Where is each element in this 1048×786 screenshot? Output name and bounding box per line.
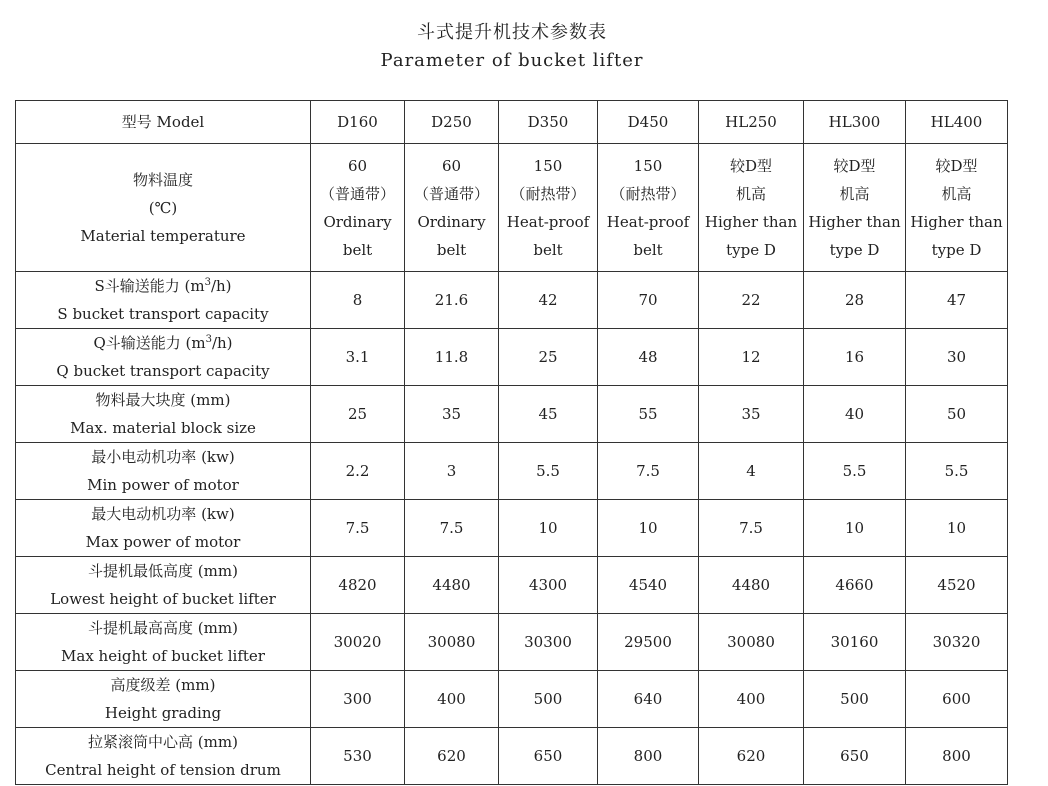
cell-line: belt — [436, 240, 467, 259]
table-cell: 300 — [311, 671, 405, 728]
parameter-table — [15, 100, 1008, 785]
temperature-cell — [906, 144, 1008, 272]
parameter-rows — [16, 272, 1008, 785]
label-english: Max height of bucket lifter — [61, 647, 265, 665]
label-chinese — [18, 614, 308, 642]
cell-line: （耐热带） — [610, 184, 686, 203]
table-title-english: Parameter of bucket lifter — [380, 50, 644, 71]
table-cell: 30080 — [405, 614, 499, 671]
table-cell: 530 — [311, 728, 405, 785]
table-cell: 800 — [598, 728, 699, 785]
label-chinese: 物料温度 — [132, 170, 193, 189]
label-chinese-unit: /h) — [211, 334, 233, 352]
table-cell: 40 — [804, 386, 906, 443]
model-header-cell: HL300 — [804, 101, 906, 144]
label-chinese-unit: /h) — [210, 277, 232, 295]
table-row — [16, 557, 1008, 614]
label-chinese-text: Q斗输送能力 (m — [93, 334, 206, 352]
table-cell: 50 — [906, 386, 1008, 443]
table-cell: 21.6 — [405, 272, 499, 329]
label-english: Max. material block size — [70, 419, 256, 437]
label-english: Height grading — [104, 704, 222, 722]
table-cell: 600 — [906, 671, 1008, 728]
label-english: Min power of motor — [87, 476, 239, 494]
header-row — [16, 101, 1008, 144]
table-cell: 11.8 — [405, 329, 499, 386]
cell-line: Ordinary — [417, 212, 486, 231]
label-chinese — [18, 671, 308, 699]
table-cell: 16 — [804, 329, 906, 386]
cell-line: 机高 — [839, 184, 870, 203]
model-header-cell: D350 — [499, 101, 598, 144]
row-label — [16, 500, 311, 557]
table-title-chinese: 斗式提升机技术参数表 — [417, 22, 607, 43]
table-cell: 48 — [598, 329, 699, 386]
row-label — [16, 443, 311, 500]
cell-line: 60 — [347, 156, 368, 175]
label-english: Material temperature — [80, 226, 246, 245]
cell-line: belt — [533, 240, 563, 259]
table-cell: 55 — [598, 386, 699, 443]
label-english: S bucket transport capacity — [57, 305, 269, 323]
label-chinese-text: S斗输送能力 (m — [94, 277, 205, 295]
model-header-cell: D250 — [405, 101, 499, 144]
table-cell: 400 — [699, 671, 804, 728]
table-cell: 650 — [499, 728, 598, 785]
cell-line: type D — [726, 240, 776, 259]
table-cell: 650 — [804, 728, 906, 785]
table-cell: 5.5 — [804, 443, 906, 500]
label-chinese-text: 拉紧滚筒中心高 (mm) — [88, 733, 238, 751]
cell-line: belt — [633, 240, 663, 259]
label-chinese — [18, 329, 308, 357]
table-cell: 620 — [405, 728, 499, 785]
cell-line: Higher than — [910, 212, 1003, 231]
cell-line: 150 — [633, 156, 663, 175]
cell-line: type D — [931, 240, 982, 259]
cell-line: 机高 — [735, 184, 766, 203]
model-header-cell: D450 — [598, 101, 699, 144]
cell-line: Higher than — [704, 212, 798, 231]
table-cell: 30020 — [311, 614, 405, 671]
table-cell: 4820 — [311, 557, 405, 614]
row-label — [16, 614, 311, 671]
label-chinese-text: 最小电动机功率 (kw) — [91, 448, 235, 466]
cell-line: Heat-proof — [606, 212, 690, 231]
label-chinese — [18, 500, 308, 528]
label-chinese — [18, 443, 308, 471]
cell-line: （耐热带） — [510, 184, 586, 203]
table-cell: 7.5 — [699, 500, 804, 557]
table-cell: 4480 — [405, 557, 499, 614]
temperature-cell — [311, 144, 405, 272]
label-english: Central height of tension drum — [45, 761, 281, 779]
table-row — [16, 272, 1008, 329]
table-cell: 8 — [311, 272, 405, 329]
model-header-cell: HL250 — [699, 101, 804, 144]
label-english: Lowest height of bucket lifter — [50, 590, 276, 608]
table-cell: 25 — [311, 386, 405, 443]
unit-superscript: 3 — [204, 277, 211, 288]
cell-line: Heat-proof — [506, 212, 590, 231]
cell-line: 机高 — [941, 184, 972, 203]
table-cell: 400 — [405, 671, 499, 728]
table-cell: 29500 — [598, 614, 699, 671]
cell-line: 60 — [441, 156, 462, 175]
temperature-cell — [699, 144, 804, 272]
label-chinese-text: 高度级差 (mm) — [110, 676, 216, 694]
table-cell: 25 — [499, 329, 598, 386]
table-cell: 4520 — [906, 557, 1008, 614]
table-row — [16, 500, 1008, 557]
table-row — [16, 614, 1008, 671]
label-english: Q bucket transport capacity — [56, 362, 270, 380]
unit-superscript: 3 — [205, 334, 212, 345]
row-label — [16, 329, 311, 386]
table-cell: 22 — [699, 272, 804, 329]
table-cell: 3 — [405, 443, 499, 500]
label-chinese — [18, 272, 308, 300]
table-cell: 47 — [906, 272, 1008, 329]
table-cell: 10 — [906, 500, 1008, 557]
label-chinese — [18, 728, 308, 756]
table-row — [16, 329, 1008, 386]
cell-line: belt — [342, 240, 373, 259]
cell-line: type D — [829, 240, 880, 259]
temperature-cell — [804, 144, 906, 272]
label-unit: (℃) — [148, 198, 178, 217]
cell-line: 较D型 — [935, 156, 978, 175]
table-cell: 30080 — [699, 614, 804, 671]
table-cell: 70 — [598, 272, 699, 329]
model-header-cell: HL400 — [906, 101, 1008, 144]
label-chinese-text: 斗提机最低高度 (mm) — [88, 562, 238, 580]
cell-line: 150 — [533, 156, 563, 175]
cell-line: 较D型 — [833, 156, 876, 175]
table-cell: 30 — [906, 329, 1008, 386]
table-cell: 28 — [804, 272, 906, 329]
table-row — [16, 728, 1008, 785]
table-cell: 5.5 — [906, 443, 1008, 500]
table-cell: 7.5 — [405, 500, 499, 557]
table-cell: 2.2 — [311, 443, 405, 500]
cell-line: 较D型 — [729, 156, 773, 175]
table-cell: 35 — [405, 386, 499, 443]
cell-line: （普通带） — [319, 184, 395, 203]
table-row — [16, 386, 1008, 443]
table-cell: 45 — [499, 386, 598, 443]
table-cell: 35 — [699, 386, 804, 443]
table-cell: 4480 — [699, 557, 804, 614]
table-cell: 4660 — [804, 557, 906, 614]
table-cell: 10 — [804, 500, 906, 557]
table-cell: 30160 — [804, 614, 906, 671]
table-cell: 500 — [499, 671, 598, 728]
temperature-cell — [499, 144, 598, 272]
table-cell: 7.5 — [598, 443, 699, 500]
label-chinese — [18, 386, 308, 414]
material-temperature-row — [16, 144, 1008, 272]
table-cell: 800 — [906, 728, 1008, 785]
table-cell: 10 — [598, 500, 699, 557]
row-label — [16, 557, 311, 614]
table-cell: 500 — [804, 671, 906, 728]
row-label — [16, 671, 311, 728]
table-row — [16, 443, 1008, 500]
temperature-cell — [405, 144, 499, 272]
table-cell: 30300 — [499, 614, 598, 671]
cell-line: Higher than — [808, 212, 901, 231]
label-chinese-text: 物料最大块度 (mm) — [95, 391, 231, 409]
row-label — [16, 272, 311, 329]
label-chinese — [18, 557, 308, 585]
table-cell: 640 — [598, 671, 699, 728]
table-cell: 30320 — [906, 614, 1008, 671]
table-cell: 4300 — [499, 557, 598, 614]
model-header-cell: D160 — [311, 101, 405, 144]
label-chinese-text: 斗提机最高高度 (mm) — [88, 619, 238, 637]
table-cell: 7.5 — [311, 500, 405, 557]
table-cell: 620 — [699, 728, 804, 785]
table-cell: 3.1 — [311, 329, 405, 386]
row-label — [16, 386, 311, 443]
cell-line: （普通带） — [413, 184, 489, 203]
temperature-cell — [598, 144, 699, 272]
table-cell: 4 — [699, 443, 804, 500]
table-cell: 4540 — [598, 557, 699, 614]
table-cell: 10 — [499, 500, 598, 557]
table-cell: 12 — [699, 329, 804, 386]
label-english: Max power of motor — [85, 533, 241, 551]
table-cell: 5.5 — [499, 443, 598, 500]
row-label — [16, 728, 311, 785]
model-header-label: 型号 Model — [16, 101, 311, 144]
label-chinese-text: 最大电动机功率 (kw) — [91, 505, 235, 523]
material-temperature-label — [16, 144, 311, 272]
cell-line: Ordinary — [323, 212, 392, 231]
table-cell: 42 — [499, 272, 598, 329]
table-row — [16, 671, 1008, 728]
